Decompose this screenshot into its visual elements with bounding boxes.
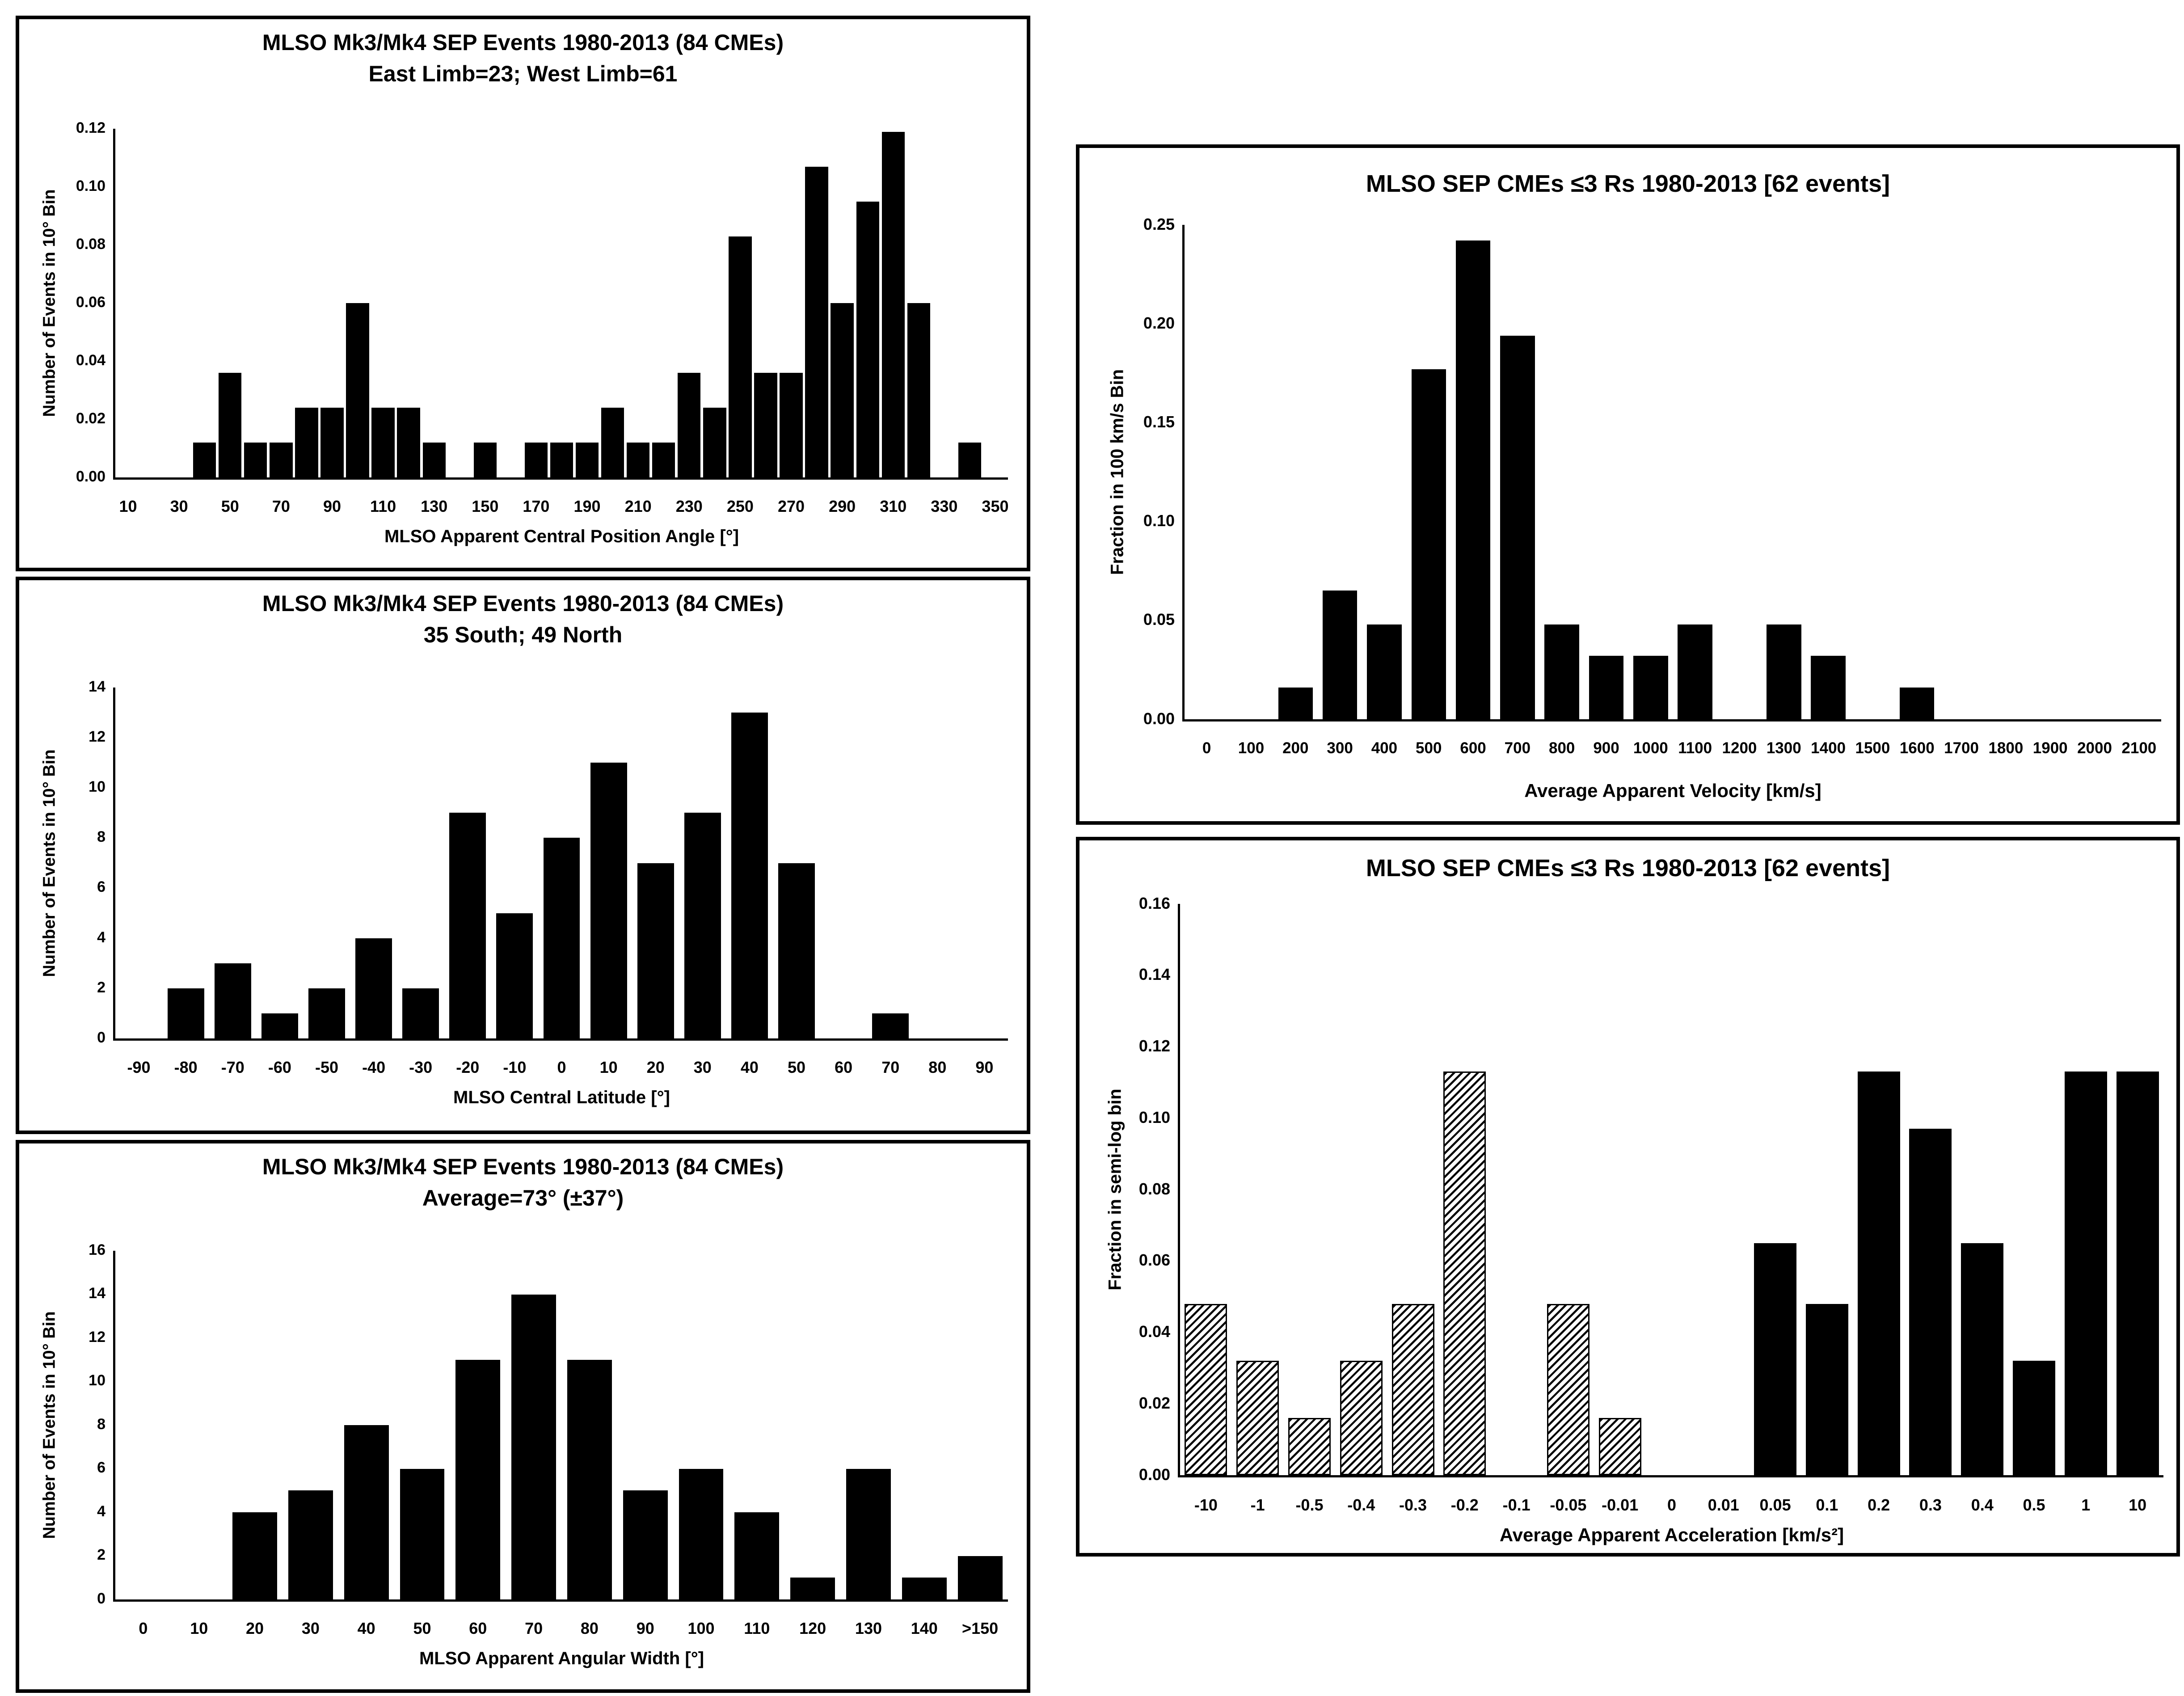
x-tick-label: 0.01: [1708, 1496, 1739, 1514]
x-tick-label: 600: [1460, 739, 1486, 757]
x-tick-label: 0: [1667, 1496, 1677, 1514]
y-tick-label: 0.10: [1143, 511, 1175, 530]
x-tick-label: 110: [370, 497, 396, 515]
chart-subtitle: Average=73° (±37°): [422, 1186, 624, 1211]
x-tick-label: 1100: [1678, 739, 1712, 757]
y-tick-label: 8: [97, 1415, 105, 1433]
x-axis-label: MLSO Apparent Central Position Angle [°]: [384, 527, 739, 546]
x-axis-label: Average Apparent Acceleration [km/s²]: [1499, 1524, 1844, 1545]
histogram-bar: [496, 913, 533, 1038]
histogram-bar: [232, 1512, 277, 1599]
x-tick-label: -80: [174, 1058, 198, 1076]
histogram-bar: [168, 988, 204, 1038]
chart-title: MLSO Mk3/Mk4 SEP Events 1980-2013 (84 CMEs): [262, 591, 784, 616]
histogram-bar: [355, 938, 392, 1038]
y-tick-label: 0.04: [1138, 1322, 1170, 1341]
y-tick-label: 0.14: [1138, 965, 1170, 984]
histogram-bar: [1858, 1072, 1900, 1475]
histogram-bar: [511, 1295, 556, 1600]
chart-title: MLSO Mk3/Mk4 SEP Events 1980-2013 (84 CMEs): [262, 1154, 784, 1179]
x-tick-label: 1700: [1944, 739, 1979, 757]
x-tick-label: 310: [880, 497, 907, 515]
x-tick-label: 90: [323, 497, 341, 515]
histogram-bar-hatched: [1599, 1418, 1641, 1475]
chart-panel-central-position-angle: [16, 16, 1030, 571]
x-tick-label: 70: [881, 1058, 900, 1076]
y-tick-label: 14: [89, 678, 105, 695]
histogram-bar: [344, 1425, 389, 1599]
histogram-bar: [423, 443, 446, 477]
histogram-bar: [2013, 1361, 2055, 1475]
y-tick-label: 12: [89, 728, 105, 746]
y-tick-label: 8: [97, 828, 105, 846]
x-axis: [1178, 1475, 2163, 1477]
y-tick-label: 2: [97, 1546, 105, 1564]
y-tick-label: 0.15: [1143, 413, 1175, 431]
x-tick-label: 100: [687, 1619, 715, 1637]
histogram-bar: [805, 167, 828, 478]
x-tick-label: 90: [636, 1619, 654, 1637]
y-axis: [1182, 225, 1185, 721]
x-tick-label: 10: [190, 1619, 208, 1637]
x-tick-label: 130: [421, 497, 448, 515]
x-tick-label: 90: [975, 1058, 994, 1076]
y-tick-label: 14: [89, 1285, 105, 1302]
chart-subtitle: 35 South; 49 North: [423, 622, 623, 647]
x-tick-label: -40: [362, 1058, 386, 1076]
histogram-bar: [1909, 1129, 1952, 1475]
x-tick-label: 700: [1504, 739, 1531, 757]
x-tick-label: 80: [580, 1619, 599, 1637]
histogram-bar: [958, 1556, 1003, 1600]
histogram-bar-hatched: [1288, 1418, 1331, 1475]
histogram-bar: [270, 443, 292, 477]
histogram-bar: [295, 408, 318, 477]
histogram-bar: [215, 963, 251, 1038]
x-tick-label: 1500: [1855, 739, 1890, 757]
x-tick-label: -0.4: [1347, 1496, 1375, 1514]
y-axis-label: Number of Events in 10° Bin: [40, 189, 59, 417]
histogram-bar: [731, 713, 768, 1038]
histogram-bar-hatched: [1185, 1304, 1227, 1475]
histogram-bar: [1544, 624, 1579, 719]
x-tick-label: 2100: [2121, 739, 2157, 757]
histogram-bar: [1961, 1243, 2003, 1475]
x-tick-label: 30: [693, 1058, 712, 1076]
x-tick-label: 150: [472, 497, 499, 515]
x-axis-label: MLSO Central Latitude [°]: [453, 1088, 670, 1107]
y-tick-label: 0: [97, 1029, 105, 1046]
histogram-bar: [219, 373, 241, 477]
y-axis: [113, 129, 115, 480]
x-tick-label: 250: [726, 497, 754, 515]
x-tick-label: 300: [1327, 739, 1353, 757]
x-tick-label: -20: [456, 1058, 480, 1076]
x-tick-label: -0.05: [1550, 1496, 1587, 1514]
histogram-bar: [1900, 688, 1934, 719]
y-tick-label: 0.12: [1138, 1037, 1170, 1055]
x-tick-label: 40: [357, 1619, 375, 1637]
chart-title: MLSO SEP CMEs ≤3 Rs 1980-2013 [62 events]: [1366, 855, 1890, 882]
histogram-bar: [1412, 369, 1446, 719]
histogram-bar: [455, 1360, 500, 1599]
y-tick-label: 0.06: [1138, 1251, 1170, 1270]
chart-subtitle: East Limb=23; West Limb=61: [368, 61, 678, 86]
histogram-bar: [525, 443, 548, 477]
x-tick-label: 80: [928, 1058, 947, 1076]
x-tick-label: 120: [799, 1619, 826, 1637]
histogram-bar-hatched: [1547, 1304, 1590, 1475]
y-tick-label: 4: [97, 1502, 105, 1520]
x-axis-label: Average Apparent Velocity [km/s]: [1524, 780, 1821, 801]
x-tick-label: 210: [624, 497, 652, 515]
x-tick-label: -30: [409, 1058, 433, 1076]
histogram-bar: [1633, 656, 1668, 719]
x-tick-label: 0.2: [1868, 1496, 1890, 1514]
histogram-bar: [846, 1469, 891, 1600]
histogram-bar: [778, 863, 815, 1039]
histogram-bar: [550, 443, 573, 477]
x-tick-label: 60: [469, 1619, 487, 1637]
x-tick-label: 200: [1282, 739, 1309, 757]
y-tick-label: 0.00: [1143, 709, 1175, 728]
x-tick-label: 30: [170, 497, 188, 515]
x-tick-label: 330: [931, 497, 958, 515]
x-tick-label: -50: [315, 1058, 338, 1076]
histogram-bar: [1811, 656, 1845, 719]
histogram-bar: [576, 443, 599, 477]
histogram-bar: [1367, 624, 1401, 719]
x-tick-label: 0.4: [1971, 1496, 1994, 1514]
plot-area: [19, 1143, 1027, 1689]
x-tick-label: 1400: [1811, 739, 1846, 757]
x-tick-label: >150: [962, 1619, 999, 1637]
x-tick-label: -70: [221, 1058, 245, 1076]
y-tick-label: 0.06: [76, 293, 105, 311]
plot-area: [19, 580, 1027, 1131]
histogram-bar: [790, 1578, 835, 1599]
x-tick-label: 70: [525, 1619, 543, 1637]
histogram-bar: [623, 1490, 668, 1599]
histogram-bar: [627, 443, 649, 477]
x-tick-label: 50: [221, 497, 239, 515]
y-tick-label: 10: [89, 778, 105, 796]
histogram-bar: [1500, 336, 1535, 719]
chart-panel-central-latitude: [16, 577, 1030, 1134]
histogram-bar: [684, 813, 721, 1038]
y-tick-label: 0.00: [76, 468, 105, 485]
histogram-bar: [958, 443, 981, 477]
x-tick-label: 100: [1238, 739, 1265, 757]
y-tick-label: 16: [89, 1241, 105, 1258]
histogram-bar: [872, 1013, 909, 1038]
x-tick-label: 10: [599, 1058, 618, 1076]
x-tick-label: 900: [1593, 739, 1619, 757]
plot-area: [1079, 840, 2176, 1553]
x-tick-label: -0.3: [1399, 1496, 1427, 1514]
x-tick-label: 130: [855, 1619, 882, 1637]
y-axis: [113, 1251, 115, 1602]
y-tick-label: 0.10: [1138, 1108, 1170, 1126]
chart-title: MLSO Mk3/Mk4 SEP Events 1980-2013 (84 CMEs): [262, 30, 784, 55]
y-tick-label: 0.20: [1143, 313, 1175, 332]
histogram-bar: [1754, 1243, 1796, 1475]
histogram-bar: [193, 443, 216, 477]
y-tick-label: 10: [89, 1372, 105, 1389]
histogram-bar: [831, 303, 853, 477]
x-tick-label: 60: [835, 1058, 853, 1076]
y-axis-label: Number of Events in 10° Bin: [40, 749, 59, 977]
chart-title: MLSO SEP CMEs ≤3 Rs 1980-2013 [62 events]: [1366, 170, 1890, 197]
histogram-bar: [288, 1490, 333, 1599]
histogram-bar: [882, 132, 905, 478]
histogram-bar: [402, 988, 439, 1038]
y-tick-label: 12: [89, 1328, 105, 1346]
y-tick-label: 6: [97, 1459, 105, 1477]
histogram-bar: [652, 443, 675, 477]
x-tick-label: 20: [246, 1619, 264, 1637]
x-tick-label: 30: [301, 1619, 320, 1637]
x-tick-label: 110: [744, 1619, 770, 1637]
x-tick-label: 800: [1549, 739, 1575, 757]
x-tick-label: 290: [829, 497, 856, 515]
y-tick-label: 0.10: [76, 177, 105, 194]
histogram-bar: [679, 1469, 724, 1600]
x-tick-label: 190: [573, 497, 601, 515]
x-axis: [113, 1599, 1008, 1602]
histogram-bar: [1323, 591, 1357, 719]
y-tick-label: 0: [97, 1590, 105, 1607]
chart-panel-apparent-acceleration: [1076, 837, 2180, 1557]
y-axis-label: Number of Events in 10° Bin: [40, 1311, 59, 1539]
y-tick-label: 0.08: [1138, 1179, 1170, 1198]
x-tick-label: 230: [675, 497, 703, 515]
x-tick-label: 0.1: [1816, 1496, 1838, 1514]
x-tick-label: 400: [1371, 739, 1398, 757]
x-tick-label: 170: [523, 497, 550, 515]
x-tick-label: 2000: [2077, 739, 2112, 757]
histogram-bar: [397, 408, 420, 477]
y-tick-label: 0.08: [76, 235, 105, 253]
x-tick-label: -10: [1194, 1496, 1218, 1514]
x-tick-label: 0.05: [1759, 1496, 1791, 1514]
x-tick-label: 10: [2129, 1496, 2147, 1514]
x-tick-label: 70: [272, 497, 290, 515]
x-tick-label: -60: [268, 1058, 291, 1076]
y-tick-label: 6: [97, 878, 105, 896]
histogram-bar: [1456, 240, 1490, 719]
x-axis: [113, 1038, 1008, 1041]
histogram-bar: [449, 813, 486, 1038]
x-tick-label: 1200: [1722, 739, 1757, 757]
y-tick-label: 0.16: [1138, 894, 1170, 912]
x-tick-label: 50: [413, 1619, 431, 1637]
x-tick-label: -0.1: [1502, 1496, 1530, 1514]
x-tick-label: 0: [557, 1058, 566, 1076]
x-tick-label: 0.3: [1919, 1496, 1942, 1514]
histogram-bar: [1806, 1304, 1848, 1475]
histogram-bar: [601, 408, 624, 477]
histogram-bar: [1589, 656, 1623, 719]
x-tick-label: 270: [777, 497, 805, 515]
y-tick-label: 0.02: [1138, 1393, 1170, 1412]
y-tick-label: 4: [97, 928, 105, 946]
x-tick-label: 350: [982, 497, 1009, 515]
histogram-bar: [780, 373, 802, 477]
x-tick-label: 1000: [1633, 739, 1668, 757]
histogram-bar: [637, 863, 674, 1039]
plot-area: [1079, 148, 2176, 821]
y-tick-label: 0.00: [1138, 1465, 1170, 1484]
y-axis: [113, 688, 115, 1041]
histogram-bar: [261, 1013, 298, 1038]
y-tick-label: 2: [97, 979, 105, 996]
histogram-bar-hatched: [1340, 1361, 1383, 1475]
y-axis-label: Fraction in semi-log bin: [1105, 1088, 1125, 1291]
histogram-bar-hatched: [1443, 1072, 1486, 1475]
histogram-bar: [754, 373, 777, 477]
x-tick-label: 1300: [1766, 739, 1801, 757]
x-tick-label: 1800: [1988, 739, 2024, 757]
histogram-bar: [1678, 624, 1712, 719]
x-tick-label: -1: [1250, 1496, 1265, 1514]
x-tick-label: -90: [127, 1058, 151, 1076]
histogram-bar: [2065, 1072, 2107, 1475]
histogram-bar: [474, 443, 497, 477]
plot-area: [19, 19, 1027, 568]
histogram-bar: [907, 303, 930, 477]
y-tick-label: 0.05: [1143, 610, 1175, 629]
x-tick-label: 0: [139, 1619, 148, 1637]
chart-panel-angular-width: [16, 1140, 1030, 1693]
x-tick-label: 1900: [2032, 739, 2068, 757]
x-tick-label: 1600: [1899, 739, 1935, 757]
histogram-bar: [678, 373, 700, 477]
x-tick-label: 0.5: [2023, 1496, 2045, 1514]
histogram-bar: [308, 988, 345, 1038]
y-tick-label: 0.04: [76, 351, 105, 369]
histogram-bar: [729, 236, 751, 478]
histogram-bar: [544, 838, 580, 1038]
x-tick-label: 500: [1416, 739, 1442, 757]
histogram-bar: [400, 1469, 445, 1600]
histogram-bar: [1767, 624, 1801, 719]
histogram-bar-hatched: [1392, 1304, 1434, 1475]
histogram-bar: [244, 443, 267, 477]
histogram-bar: [734, 1512, 779, 1599]
histogram-bar-hatched: [1236, 1361, 1279, 1475]
x-tick-label: -0.5: [1295, 1496, 1324, 1514]
histogram-bar: [590, 763, 627, 1038]
histogram-bar: [856, 202, 879, 478]
histogram-bar: [371, 408, 394, 477]
x-tick-label: -0.01: [1602, 1496, 1639, 1514]
histogram-bar: [346, 303, 369, 477]
chart-panel-apparent-velocity: [1076, 144, 2180, 825]
x-tick-label: 40: [740, 1058, 759, 1076]
y-tick-label: 0.25: [1143, 215, 1175, 233]
x-tick-label: 140: [911, 1619, 938, 1637]
y-tick-label: 0.02: [76, 409, 105, 427]
y-axis: [1178, 904, 1180, 1477]
x-axis: [1182, 719, 2161, 721]
x-tick-label: 50: [787, 1058, 806, 1076]
histogram-bar: [1278, 688, 1313, 719]
y-axis-label: Fraction in 100 km/s Bin: [1107, 369, 1127, 575]
histogram-bar: [567, 1360, 612, 1599]
x-tick-label: 20: [646, 1058, 665, 1076]
x-tick-label: 1: [2081, 1496, 2091, 1514]
x-tick-label: -10: [503, 1058, 527, 1076]
histogram-bar: [902, 1578, 947, 1599]
x-axis: [113, 477, 1008, 480]
x-tick-label: 0: [1202, 739, 1211, 757]
x-axis-label: MLSO Apparent Angular Width [°]: [419, 1649, 704, 1668]
histogram-bar: [2117, 1072, 2159, 1475]
x-tick-label: -0.2: [1450, 1496, 1479, 1514]
histogram-bar: [320, 408, 343, 477]
histogram-bar: [703, 408, 726, 477]
x-tick-label: 10: [119, 497, 137, 515]
y-tick-label: 0.12: [76, 119, 105, 136]
